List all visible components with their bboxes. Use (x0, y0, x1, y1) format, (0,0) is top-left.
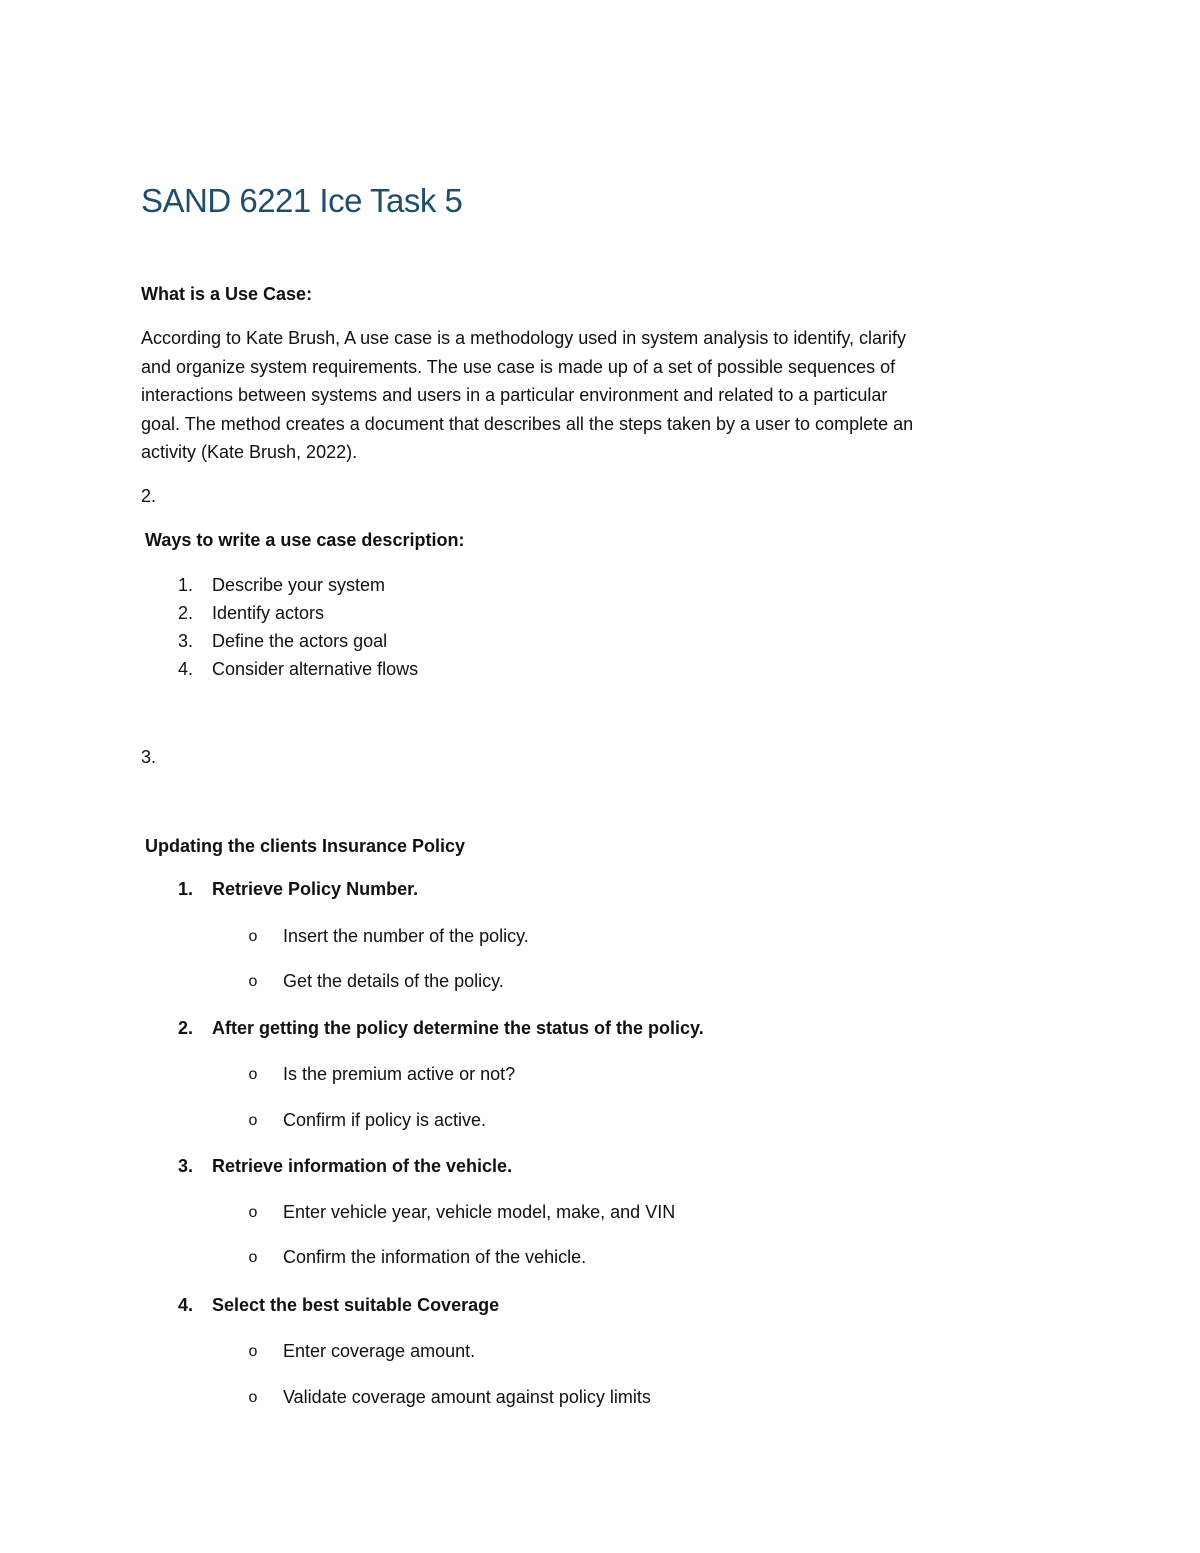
paragraph-line: According to Kate Brush, A use case is a methodology used in system analysis to identify, clarify (141, 328, 907, 348)
step-number: 4. (177, 1295, 193, 1315)
step-number: 2. (177, 1018, 193, 1038)
list-item-number: 4. (177, 659, 193, 679)
paragraph-line: and organize system requirements. The use case is made up of a set of possible sequences of (141, 356, 896, 377)
step-title: Retrieve information of the vehicle. (212, 1156, 513, 1176)
page-title: SAND 6221 Ice Task 5 (141, 182, 463, 219)
bullet-icon: o (248, 1112, 258, 1129)
sub-step: Is the premium active or not? (283, 1064, 516, 1084)
paragraph-line: interactions between systems and users in a particular environment and related to a particular (141, 385, 888, 406)
bullet-icon: o (248, 928, 258, 945)
insurance-policy-heading: Updating the clients Insurance Policy (145, 836, 466, 856)
step-number: 1. (177, 879, 193, 899)
sub-step: Confirm the information of the vehicle. (283, 1247, 587, 1267)
list-item: Describe your system (212, 575, 386, 595)
step-title: After getting the policy determine the status of the policy. (212, 1018, 704, 1038)
sub-step: Insert the number of the policy. (283, 926, 529, 946)
bullet-icon: o (248, 1389, 258, 1406)
sub-step: Enter coverage amount. (283, 1341, 476, 1361)
list-item-number: 1. (177, 575, 193, 595)
section-number: 2. (141, 486, 157, 506)
paragraph-line: activity (Kate Brush, 2022). (141, 442, 358, 463)
bullet-icon: o (248, 1343, 258, 1360)
step-number: 3. (177, 1156, 193, 1176)
list-item: Identify actors (212, 603, 325, 623)
step-title: Select the best suitable Coverage (212, 1295, 500, 1315)
list-item-number: 2. (177, 603, 193, 623)
list-item: Define the actors goal (212, 631, 388, 651)
bullet-icon: o (248, 1066, 258, 1083)
use-case-paragraph (141, 324, 1041, 467)
list-item: Consider alternative flows (212, 659, 419, 679)
sub-step: Confirm if policy is active. (283, 1110, 487, 1130)
sub-step: Validate coverage amount against policy limits (283, 1387, 651, 1407)
paragraph-line: goal. The method creates a document that describes all the steps taken by a user to complete an (141, 413, 914, 434)
bullet-icon: o (248, 1204, 258, 1221)
section-number: 3. (141, 747, 157, 767)
list-item-number: 3. (177, 631, 193, 651)
bullet-icon: o (248, 973, 258, 990)
bullet-icon: o (248, 1249, 258, 1266)
sub-step: Get the details of the policy. (283, 971, 504, 991)
sub-step: Enter vehicle year, vehicle model, make, and VIN (283, 1202, 676, 1222)
use-case-heading: What is a Use Case: (141, 284, 313, 304)
step-title: Retrieve Policy Number. (212, 879, 419, 899)
use-case-description-heading: Ways to write a use case description: (145, 530, 465, 550)
